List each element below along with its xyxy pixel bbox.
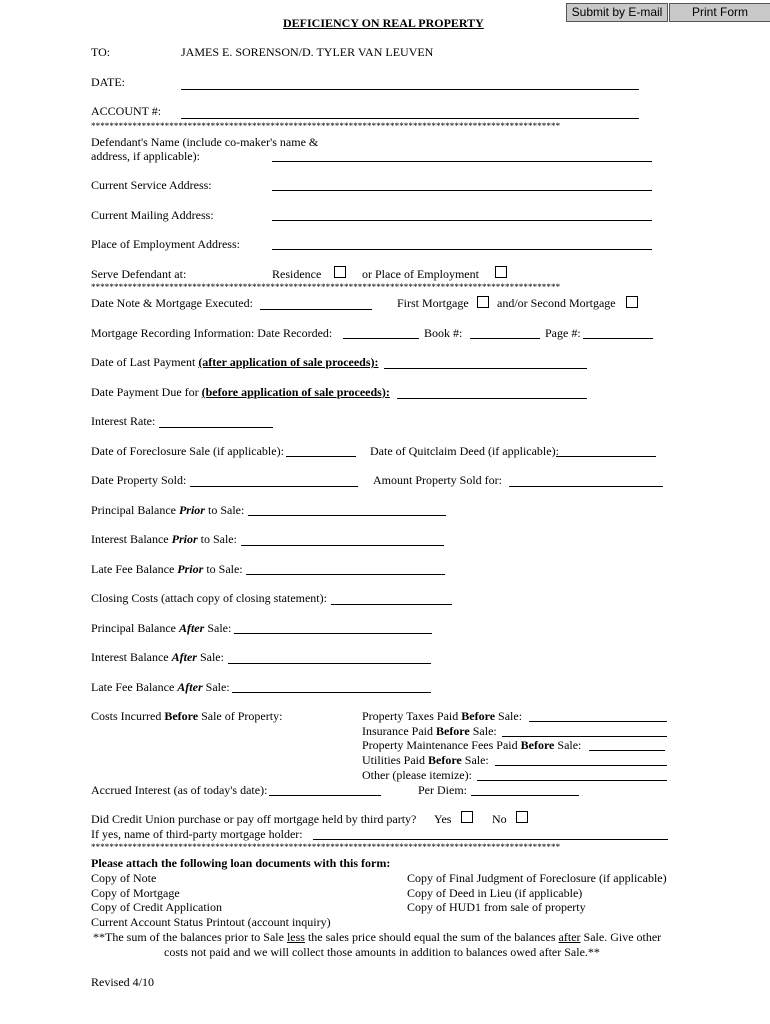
doc-left: Copy of Mortgage <box>91 886 180 900</box>
separator-1: ****************************************************************************************************** <box>91 121 561 131</box>
amount-sold-label: Amount Property Sold for: <box>373 473 502 487</box>
residence-label: Residence <box>272 267 322 281</box>
to-label: TO: <box>91 45 111 59</box>
maintenance-field[interactable] <box>589 750 665 751</box>
late-fee-after-label: Late Fee Balance After Sale: <box>91 680 230 694</box>
maintenance-label: Property Maintenance Fees Paid Before Sale: <box>362 738 582 752</box>
closing-costs-field[interactable] <box>331 604 452 605</box>
current-mailing-label: Current Mailing Address: <box>91 208 214 222</box>
foreclosure-sale-field[interactable] <box>286 456 356 457</box>
doc-left: Copy of Note <box>91 871 157 885</box>
to-value: JAMES E. SORENSON/D. TYLER VAN LEUVEN <box>181 45 434 59</box>
payment-due-field[interactable] <box>397 398 587 399</box>
revision-label: Revised 4/10 <box>91 975 154 989</box>
second-mortgage-label: and/or Second Mortgage <box>497 296 616 310</box>
accrued-interest-field[interactable] <box>269 795 381 796</box>
first-mortgage-checkbox[interactable] <box>477 296 489 308</box>
page-label: Page #: <box>545 326 581 340</box>
interest-prior-field[interactable] <box>241 545 444 546</box>
defendant-name-label: Defendant's Name (include co-maker's name & <box>91 135 319 149</box>
employment-checkbox[interactable] <box>495 266 507 278</box>
separator-3: ****************************************************************************************************** <box>91 842 561 852</box>
date-field[interactable] <box>181 89 639 90</box>
property-sold-field[interactable] <box>190 486 358 487</box>
balance-note-line-2: costs not paid and we will collect those amounts in addition to balances owed after Sale.** <box>164 945 600 959</box>
foreclosure-sale-label: Date of Foreclosure Sale (if applicable): <box>91 444 284 458</box>
last-payment-field[interactable] <box>384 368 587 369</box>
doc-left: Current Account Status Printout (account inquiry) <box>91 915 331 929</box>
other-field[interactable] <box>477 780 667 781</box>
interest-prior-label: Interest Balance Prior to Sale: <box>91 532 237 546</box>
form-title: DEFICIENCY ON REAL PROPERTY <box>283 16 484 30</box>
book-label: Book #: <box>424 326 463 340</box>
third-party-field[interactable] <box>313 839 668 840</box>
costs-incurred-label: Costs Incurred Before Sale of Property: <box>91 709 283 723</box>
balance-note: **The sum of the balances prior to Sale less the sales price should equal the sum of the balances after Sale. Give other <box>93 930 662 944</box>
doc-right: Copy of HUD1 from sale of property <box>407 900 586 914</box>
defendant-name-label-2: address, if applicable): <box>91 149 200 163</box>
credit-union-question: Did Credit Union purchase or pay off mortgage held by third party? <box>91 812 417 826</box>
doc-left: Copy of Credit Application <box>91 900 222 914</box>
no-label: No <box>492 812 507 826</box>
book-field[interactable] <box>470 338 540 339</box>
quitclaim-field[interactable] <box>556 456 656 457</box>
principal-prior-label: Principal Balance Prior to Sale: <box>91 503 245 517</box>
doc-right: Copy of Deed in Lieu (if applicable) <box>407 886 583 900</box>
current-service-label: Current Service Address: <box>91 178 212 192</box>
accrued-interest-label: Accrued Interest (as of today's date): <box>91 783 268 797</box>
interest-rate-field[interactable] <box>159 427 273 428</box>
yes-checkbox[interactable] <box>461 811 473 823</box>
property-taxes-label: Property Taxes Paid Before Sale: <box>362 709 523 723</box>
yes-label: Yes <box>434 812 452 826</box>
late-fee-prior-label: Late Fee Balance Prior to Sale: <box>91 562 243 576</box>
utilities-label: Utilities Paid Before Sale: <box>362 753 489 767</box>
last-payment-label: Date of Last Payment (after application of sale proceeds): <box>91 355 379 369</box>
interest-rate-label: Interest Rate: <box>91 414 156 428</box>
principal-after-label: Principal Balance After Sale: <box>91 621 232 635</box>
closing-costs-label: Closing Costs (attach copy of closing statement): <box>91 591 327 605</box>
other-label: Other (please itemize): <box>362 768 472 782</box>
insurance-label: Insurance Paid Before Sale: <box>362 724 497 738</box>
second-mortgage-checkbox[interactable] <box>626 296 638 308</box>
amount-sold-field[interactable] <box>509 486 663 487</box>
employment-field[interactable] <box>272 249 652 250</box>
no-checkbox[interactable] <box>516 811 528 823</box>
account-field[interactable] <box>181 118 639 119</box>
date-note-field[interactable] <box>260 309 372 310</box>
submit-by-email-button[interactable]: Submit by E-mail <box>566 3 668 22</box>
utilities-field[interactable] <box>495 765 667 766</box>
late-fee-after-field[interactable] <box>232 692 431 693</box>
current-mailing-field[interactable] <box>272 220 652 221</box>
page-field[interactable] <box>583 338 653 339</box>
property-taxes-field[interactable] <box>529 721 667 722</box>
serve-label: Serve Defendant at: <box>91 267 187 281</box>
doc-right: Copy of Final Judgment of Foreclosure (if applicable) <box>407 871 667 885</box>
per-diem-field[interactable] <box>471 795 579 796</box>
employment-label: Place of Employment Address: <box>91 237 240 251</box>
third-party-label: If yes, name of third-party mortgage holder: <box>91 827 303 841</box>
per-diem-label: Per Diem: <box>418 783 467 797</box>
date-note-label: Date Note & Mortgage Executed: <box>91 296 253 310</box>
quitclaim-label: Date of Quitclaim Deed (if applicable): <box>370 444 559 458</box>
late-fee-prior-field[interactable] <box>246 574 445 575</box>
principal-prior-field[interactable] <box>248 515 446 516</box>
payment-due-label: Date Payment Due for (before application of sale proceeds): <box>91 385 390 399</box>
defendant-name-field[interactable] <box>272 161 652 162</box>
property-sold-label: Date Property Sold: <box>91 473 187 487</box>
interest-after-field[interactable] <box>228 663 431 664</box>
residence-checkbox[interactable] <box>334 266 346 278</box>
separator-2: ****************************************************************************************************** <box>91 282 561 292</box>
date-label: DATE: <box>91 75 125 89</box>
account-label: ACCOUNT #: <box>91 104 162 118</box>
date-recorded-field[interactable] <box>343 338 419 339</box>
first-mortgage-label: First Mortgage <box>397 296 469 310</box>
interest-after-label: Interest Balance After Sale: <box>91 650 224 664</box>
insurance-field[interactable] <box>502 736 667 737</box>
print-form-button[interactable]: Print Form <box>669 3 770 22</box>
employment-option-label: or Place of Employment <box>362 267 479 281</box>
current-service-field[interactable] <box>272 190 652 191</box>
attach-heading: Please attach the following loan documents with this form: <box>91 856 391 870</box>
recording-info-label: Mortgage Recording Information: Date Recorded: <box>91 326 333 340</box>
principal-after-field[interactable] <box>234 633 432 634</box>
